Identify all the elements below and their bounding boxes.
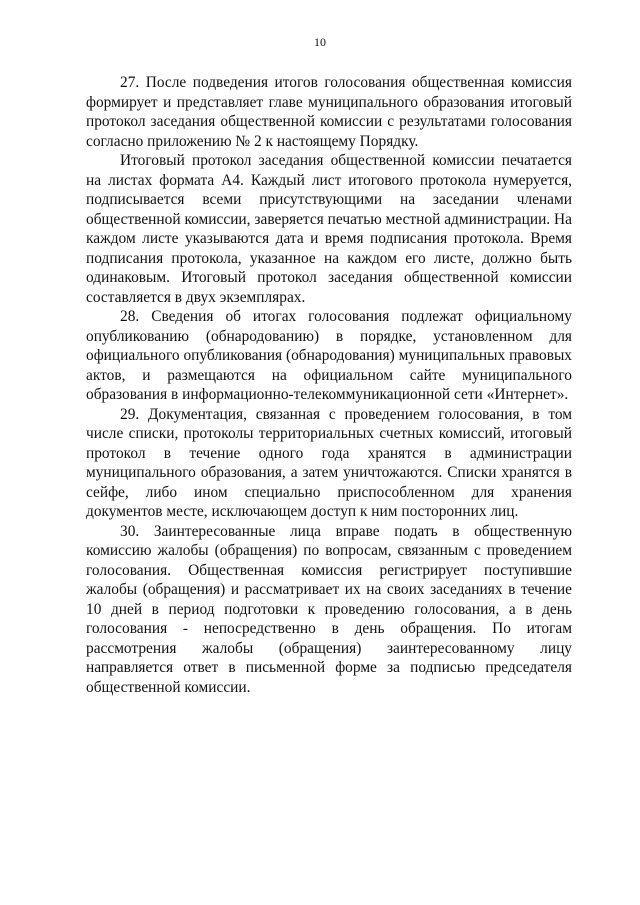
- page-number: 10: [314, 35, 326, 49]
- paragraph-27-final-protocol: Итоговый протокол заседания общественной комиссии печатается на листах формата А4. Каждый лист итогового протокола нумеруется, подписывается всеми присутствующими на заседании членами общественной комиссии, заверяется печатью местной администрации. На каждом листе указываются дата и время подписания протокола. Время подписания протокола, указанное на каждом его листе, должно быть одинаковым. Итоговый протокол заседания общественной комиссии составляется в двух экземплярах.: [86, 152, 572, 306]
- paragraph-30: 30. Заинтересованные лица вправе подать в общественную комиссию жалобы (обращения) по вопросам, связанным с проведением голосования. Общественная комиссия регистрирует поступившие жалобы (обращения) и рассматривает их на своих заседаниях в течение 10 дней в период подготовки к проведению голосования, а в день голосования - непосредственно в день обращения. По итогам рассмотрения жалобы (обращения) заинтересованному лицу направляется ответ в письменной форме за подписью председателя общественной комиссии.: [86, 522, 572, 696]
- paragraph-29: 29. Документация, связанная с проведением голосования, в том числе списки, протоколы территориальных счетных комиссий, итоговый протокол в течение одного года хранятся в администрации муниципального образования, а затем уничтожаются. Списки хранятся в сейфе, либо ином специально приспособленном для хранения документов месте, исключающем доступ к ним посторонних лиц.: [86, 405, 572, 520]
- paragraph-28: 28. Сведения об итогах голосования подлежат официальному опубликованию (обнародованию) в порядке, установленном для официального опубликования (обнародования) муниципальных правовых актов, и размещаются на официальном сайте муниципального образования в информационно-телекоммуникационной сети «Интернет».: [86, 308, 572, 403]
- document-body: [86, 73, 572, 697]
- paragraph-27: 27. После подведения итогов голосования общественная комиссия формирует и представляет главе муниципального образования итоговый протокол заседания общественной комиссии с результатами голосования согласно приложению № 2 к настоящему Порядку.: [86, 74, 572, 150]
